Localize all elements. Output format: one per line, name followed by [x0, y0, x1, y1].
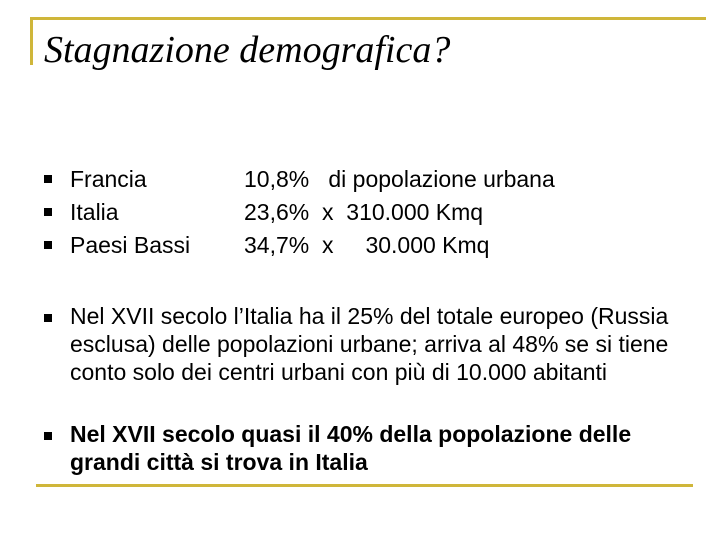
frame-bottom-rule: [36, 484, 693, 487]
bullet-icon: [44, 175, 52, 183]
slide-title: Stagnazione demografica?: [44, 29, 451, 71]
row-label-italia: Italia: [70, 199, 119, 225]
bullet-icon: [44, 241, 52, 249]
row-data-italia: 23,6% x 310.000 Kmq: [244, 199, 484, 225]
row-label-paesi-bassi: Paesi Bassi: [70, 232, 191, 258]
bullet-icon: [44, 208, 52, 216]
paragraph-large-cities: Nel XVII secolo quasi il 40% della popolazione delle grandi città si trova in Italia: [70, 421, 632, 475]
frame-left-rule: [30, 17, 33, 65]
bullet-icon: [44, 314, 52, 322]
row-label-francia: Francia: [70, 166, 147, 192]
bullet-icon: [44, 432, 52, 440]
frame-top-rule: [30, 17, 706, 20]
row-data-francia: 10,8% di popolazione urbana: [244, 166, 555, 192]
paragraph-urban-share: Nel XVII secolo l’Italia ha il 25% del totale europeo (Russia esclusa) delle popolazioni urbane; arriva al 48% se si tiene conto solo dei centri urbani con più di 10.000 abitanti: [70, 303, 669, 385]
row-data-paesi-bassi: 34,7% x 30.000 Kmq: [244, 232, 490, 258]
